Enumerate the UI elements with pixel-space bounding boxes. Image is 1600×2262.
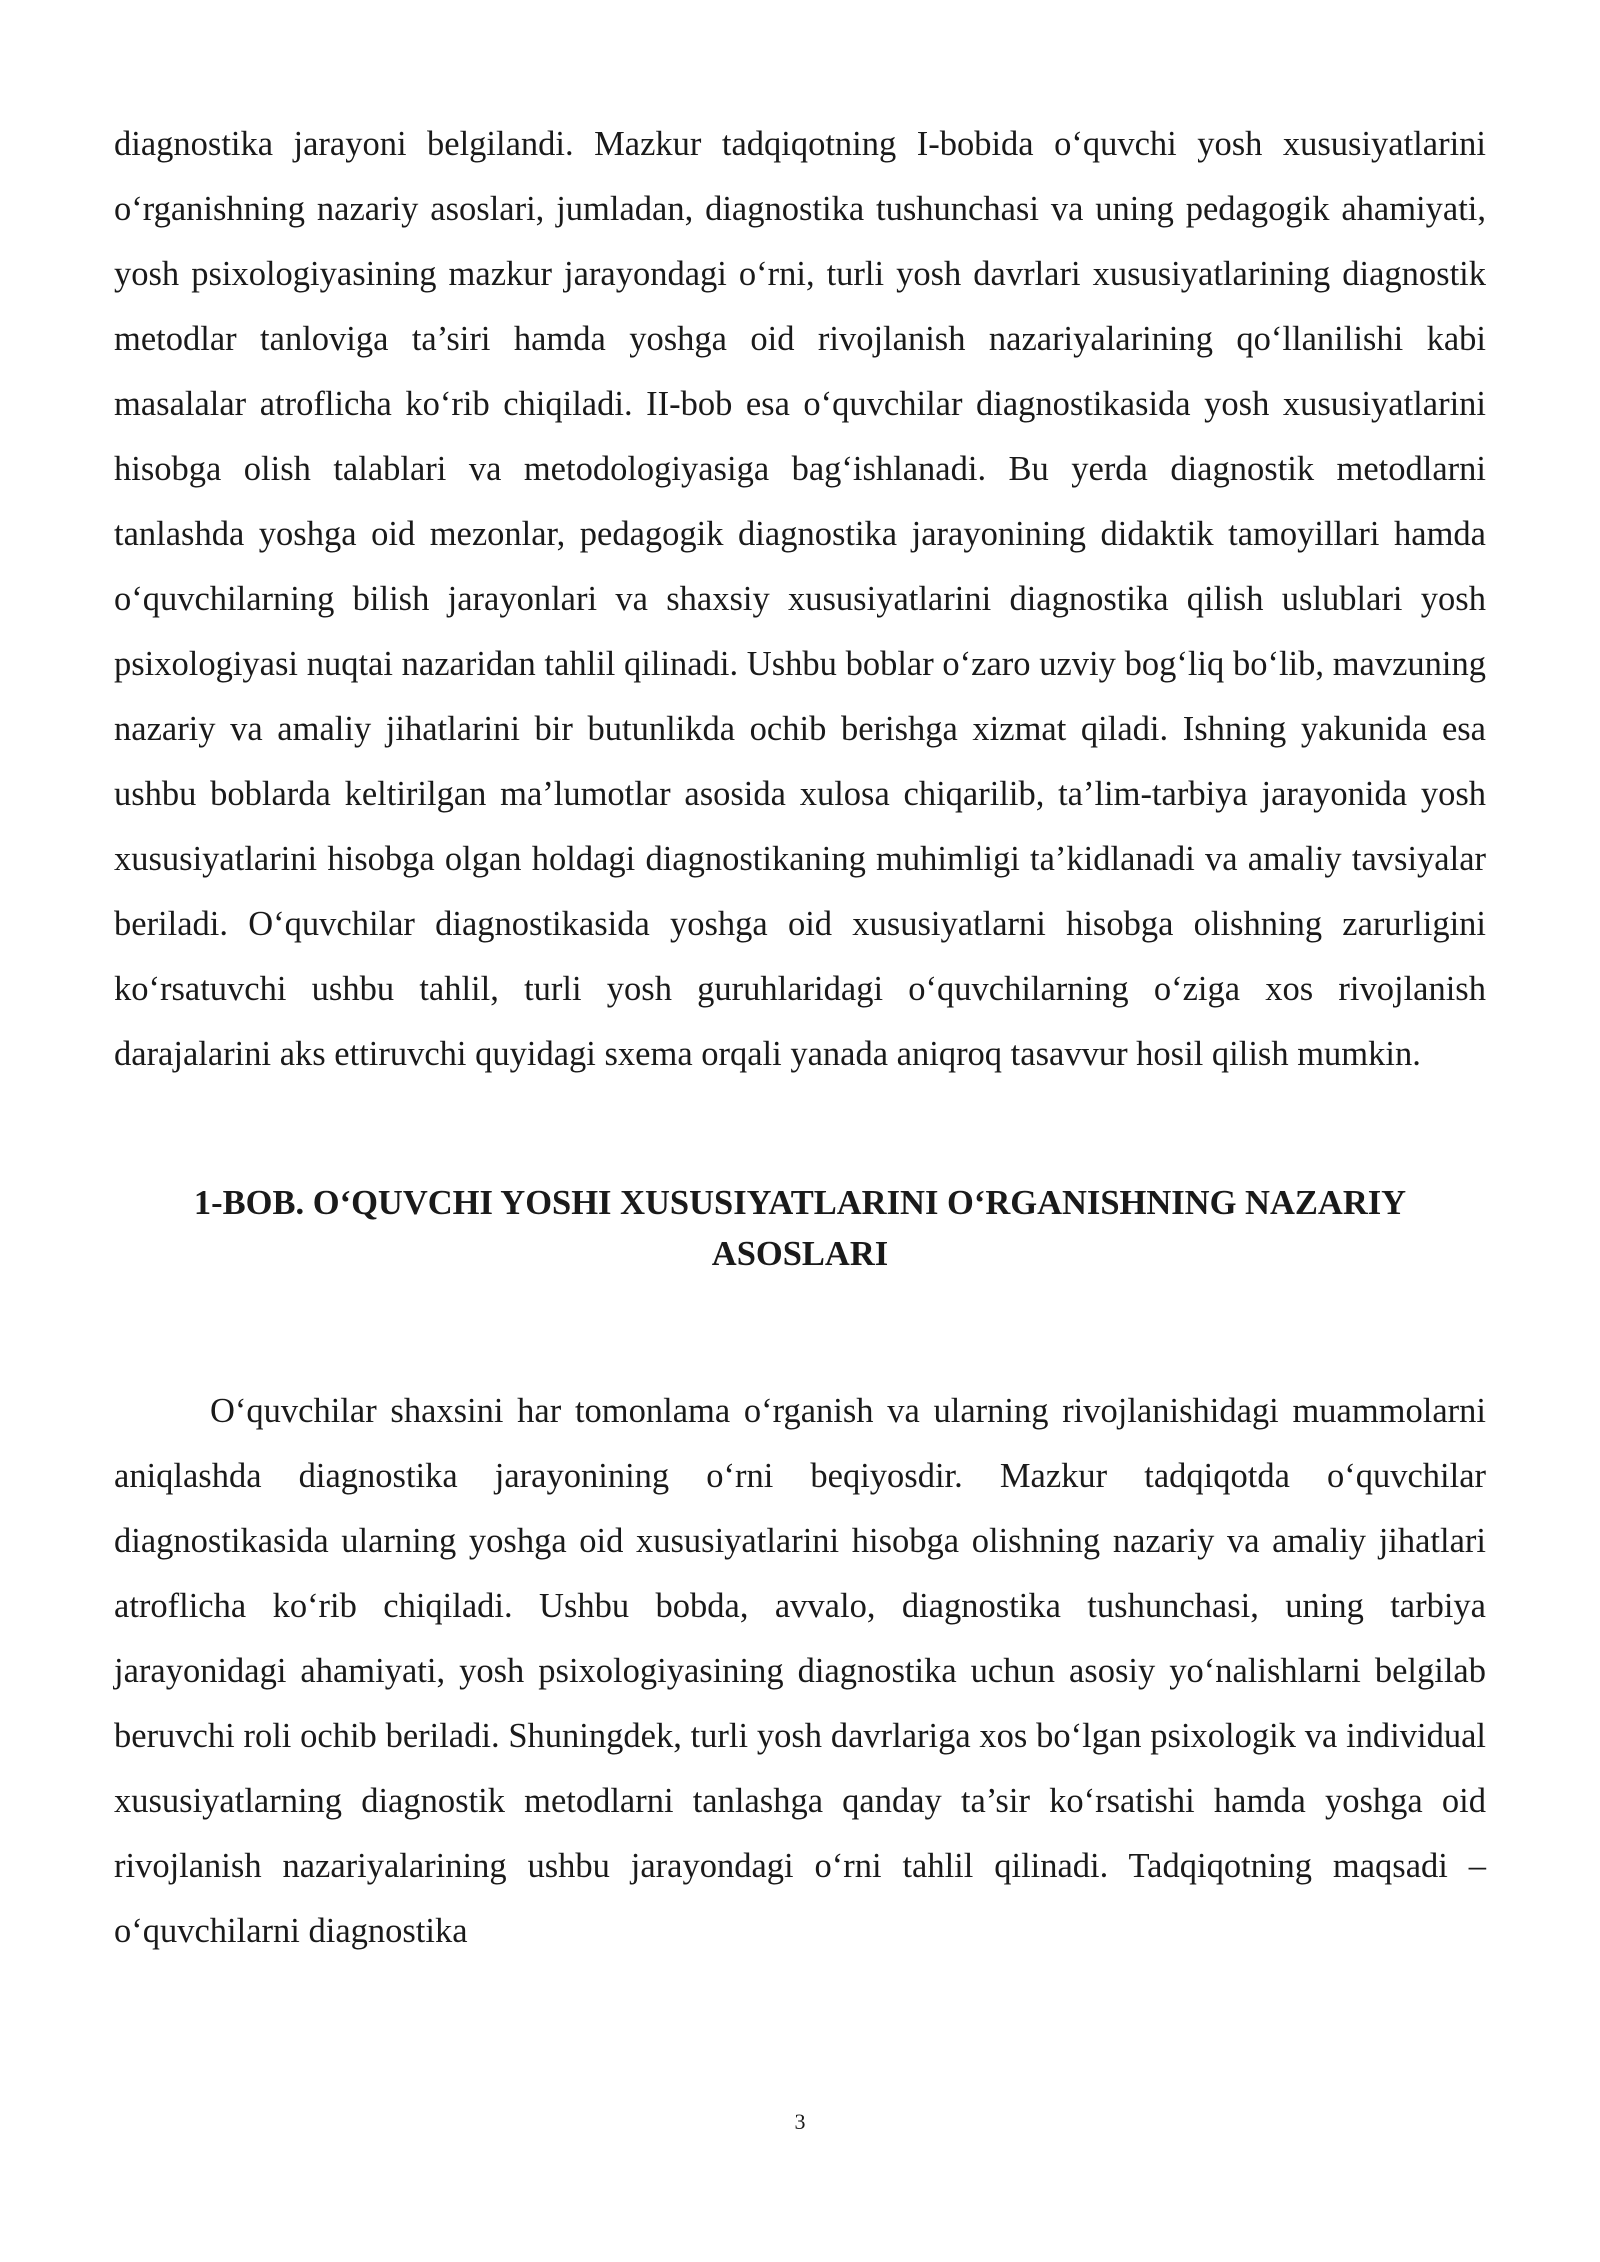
document-page [114, 112, 1486, 1964]
chapter-heading-line-2: ASOSLARI [711, 1235, 889, 1273]
chapter-paragraph: O‘quvchilar shaxsini har tomonlama o‘rganish va ularning rivojlanishidagi muammolarni aniqlashda diagnostika jarayonining o‘rni beqiyosdir. Mazkur tadqiqotda o‘quvchilar diagnostikasida ularning yoshga oid xususiyatlarini hisobga olishning nazariy va amaliy jihatlari atroflicha ko‘rib chiqiladi. Ushbu bobda, avvalo, diagnostika tushunchasi, uning tarbiya jarayonidagi ahamiyati, yosh psixologiyasining diagnostika uchun asosiy yo‘nalishlarni belgilab beruvchi roli ochib beriladi. Shuningdek, turli yosh davrlariga xos bo‘lgan psixologik va individual xususiyatlarning diagnostik metodlarni tanlashga qanday ta’sir ko‘rsatishi hamda yoshga oid rivojlanish nazariyalarining ushbu jarayondagi o‘rni tahlil qilinadi. Tadqiqotning maqsadi – o‘quvchilarni diagnostika [114, 1392, 1486, 1950]
intro-paragraph: diagnostika jarayoni belgilandi. Mazkur tadqiqotning I-bobida o‘quvchi yosh xususiyatlarini o‘rganishning nazariy asoslari, jumladan, diagnostika tushunchasi va uning pedagogik ahamiyati, yosh psixologiyasining mazkur jarayondagi o‘rni, turli yosh davrlari xususiyatlarining diagnostik metodlar tanloviga ta’siri hamda yoshga oid rivojlanish nazariyalarining qo‘llanilishi kabi masalalar atroflicha ko‘rib chiqiladi. II-bob esa o‘quvchilar diagnostikasida yosh xususiyatlarini hisobga olish talablari va metodologiyasiga bag‘ishlanadi. Bu yerda diagnostik metodlarni tanlashda yoshga oid mezonlar, pedagogik diagnostika jarayonining didaktik tamoyillari hamda o‘quvchilarning bilish jarayonlari va shaxsiy xususiyatlarini diagnostika qilish uslublari yosh psixologiyasi nuqtai nazaridan tahlil qilinadi. Ushbu boblar o‘zaro uzviy bog‘liq bo‘lib, mavzuning nazariy va amaliy jihatlarini bir butunlikda ochib berishga xizmat qiladi. Ishning yakunida esa ushbu boblarda keltirilgan ma’lumotlar asosida xulosa chiqarilib, ta’lim-tarbiya jarayonida yosh xususiyatlarini hisobga olgan holdagi diagnostikaning muhimligi ta’kidlanadi va amaliy tavsiyalar beriladi. O‘quvchilar diagnostikasida yoshga oid xususiyatlarni hisobga olishning zarurligini ko‘rsatuvchi ushbu tahlil, turli yosh guruhlaridagi o‘quvchilarning o‘ziga xos rivojlanish darajalarini aks ettiruvchi quyidagi sxema orqali yanada aniqroq tasavvur hosil qilish mumkin. [114, 125, 1486, 1073]
chapter-heading [114, 1178, 1486, 1280]
page-number: 3 [794, 2109, 806, 2134]
chapter-heading-line-1: 1-BOB. O‘QUVCHI YOSHI XUSUSIYATLARINI O‘RGANISHNING NAZARIY [193, 1184, 1407, 1222]
